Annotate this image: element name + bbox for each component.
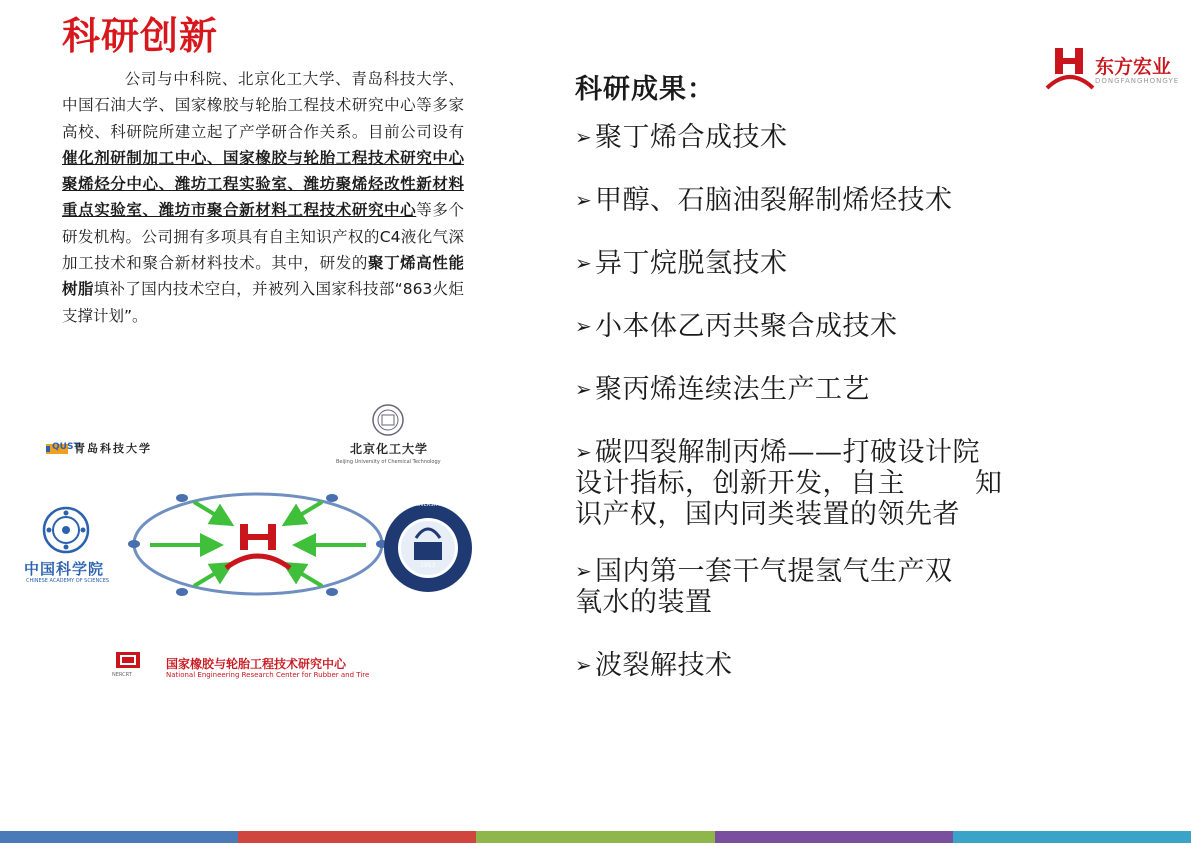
bullet-arrow-icon: ➢ bbox=[575, 653, 593, 677]
intro-text-2: 等多个研发机构。公司拥有多项具有自主知识产权的C4液化气深加工技术和聚合新材料技术。其中，研发的 bbox=[62, 201, 464, 273]
achievements-heading: 科研成果： bbox=[575, 74, 715, 105]
bar-segment bbox=[953, 831, 1191, 843]
bullet-arrow-icon: ➢ bbox=[575, 125, 593, 149]
qust-abbr: QUST bbox=[52, 442, 80, 452]
bullet-arrow-icon: ➢ bbox=[575, 314, 593, 338]
achievement-item bbox=[575, 248, 1075, 279]
intro-text-1: 公司与中科院、北京化工大学、青岛科技大学、中国石油大学、国家橡胶与轮胎工程技术研究中心等多家高校、科研院所建立起了产学研合作关系。目前公司设有 bbox=[62, 70, 464, 141]
bar-segment bbox=[238, 831, 476, 843]
achievement-text-line: 知 bbox=[975, 468, 1003, 499]
upc-ring-label: CHINA UNIVERSITY OF PETROLEUM bbox=[394, 502, 482, 508]
achievement-text-line: 碳四裂解制丙烯——打破设计院 bbox=[595, 437, 980, 468]
qust-label: 青岛科技大学 bbox=[74, 442, 152, 455]
cas-emblem-icon bbox=[44, 508, 88, 552]
arrow-icon bbox=[194, 568, 224, 586]
bar-segment bbox=[0, 831, 238, 843]
bar-segment bbox=[476, 831, 714, 843]
achievement-text-line: 识产权，国内同类装置的领先者 bbox=[575, 499, 960, 530]
arrow-icon bbox=[194, 502, 224, 520]
buct-en-label: Beijing University of Chemical Technology bbox=[336, 459, 441, 465]
achievement-item bbox=[575, 122, 1075, 153]
ring-node bbox=[326, 494, 338, 502]
bullet-arrow-icon: ➢ bbox=[575, 251, 593, 275]
achievement-text: 甲醇、石脑油裂解制烯烃技术 bbox=[595, 185, 953, 216]
bullet-arrow-icon: ➢ bbox=[575, 440, 593, 464]
bottom-color-bar bbox=[0, 831, 1191, 843]
nerc-en-label: National Engineering Research Center for Rubber and Tire bbox=[166, 671, 370, 679]
achievement-text: 波裂解技术 bbox=[595, 650, 733, 681]
page-title: 科研创新 bbox=[62, 14, 219, 58]
bullet-arrow-icon: ➢ bbox=[575, 559, 593, 583]
achievement-item bbox=[575, 556, 1075, 618]
bar-segment bbox=[715, 831, 953, 843]
buct-emblem-icon bbox=[373, 405, 403, 435]
brand-name: 东方宏业 bbox=[1095, 56, 1172, 78]
achievements-section bbox=[575, 72, 1075, 713]
achievement-item bbox=[575, 650, 1075, 681]
nerc-abbr: NERCRT bbox=[112, 672, 132, 678]
upc-year-label: 1953 bbox=[420, 562, 436, 569]
intro-text-3: 填补了国内技术空白，并被列入国家科技部“863火炬支撑计划”。 bbox=[62, 280, 464, 325]
partners-diagram bbox=[18, 402, 488, 692]
achievement-text-line: 设计指标，创新开发，自主 bbox=[575, 468, 905, 499]
achievement-text: 小本体乙丙共聚合成技术 bbox=[595, 311, 898, 342]
nerc-label: 国家橡胶与轮胎工程技术研究中心 bbox=[166, 657, 347, 671]
achievement-item bbox=[575, 185, 1075, 216]
nerc-logo-icon bbox=[116, 652, 140, 668]
intro-highlight-product: 聚丁烯高性能树脂 bbox=[62, 254, 464, 299]
bullet-arrow-icon: ➢ bbox=[575, 188, 593, 212]
arrow-icon bbox=[292, 568, 322, 586]
center-brand-icon bbox=[226, 524, 290, 568]
achievement-item bbox=[575, 437, 1075, 530]
achievement-text: 异丁烷脱氢技术 bbox=[595, 248, 788, 279]
achievement-text-line: 国内第一套干气提氢气生产双 bbox=[595, 556, 953, 587]
buct-label: 北京化工大学 bbox=[350, 442, 429, 456]
brand-pinyin: DONGFANGHONGYE bbox=[1095, 77, 1180, 85]
ring-node bbox=[326, 588, 338, 596]
bullet-arrow-icon: ➢ bbox=[575, 377, 593, 401]
achievement-text-line: 氧水的装置 bbox=[575, 587, 713, 618]
upc-seal-icon bbox=[384, 504, 472, 592]
achievement-item bbox=[575, 311, 1075, 342]
ring-node bbox=[128, 540, 140, 548]
ring-node bbox=[176, 588, 188, 596]
cas-en-label: CHINESE ACADEMY OF SCIENCES bbox=[26, 578, 110, 584]
achievement-item bbox=[575, 374, 1075, 405]
achievement-text: 聚丙烯连续法生产工艺 bbox=[595, 374, 870, 405]
arrow-icon bbox=[292, 502, 322, 520]
intro-highlight-facilities: 催化剂研制加工中心、国家橡胶与轮胎工程技术研究中心聚烯烃分中心、潍坊工程实验室、潍坊聚烯烃改性新材料重点实验室、潍坊市聚合新材料工程技术研究中心 bbox=[62, 148, 464, 220]
cas-label: 中国科学院 bbox=[24, 560, 105, 578]
intro-paragraph bbox=[62, 66, 464, 329]
ring-node bbox=[176, 494, 188, 502]
achievement-text: 聚丁烯合成技术 bbox=[595, 122, 788, 153]
